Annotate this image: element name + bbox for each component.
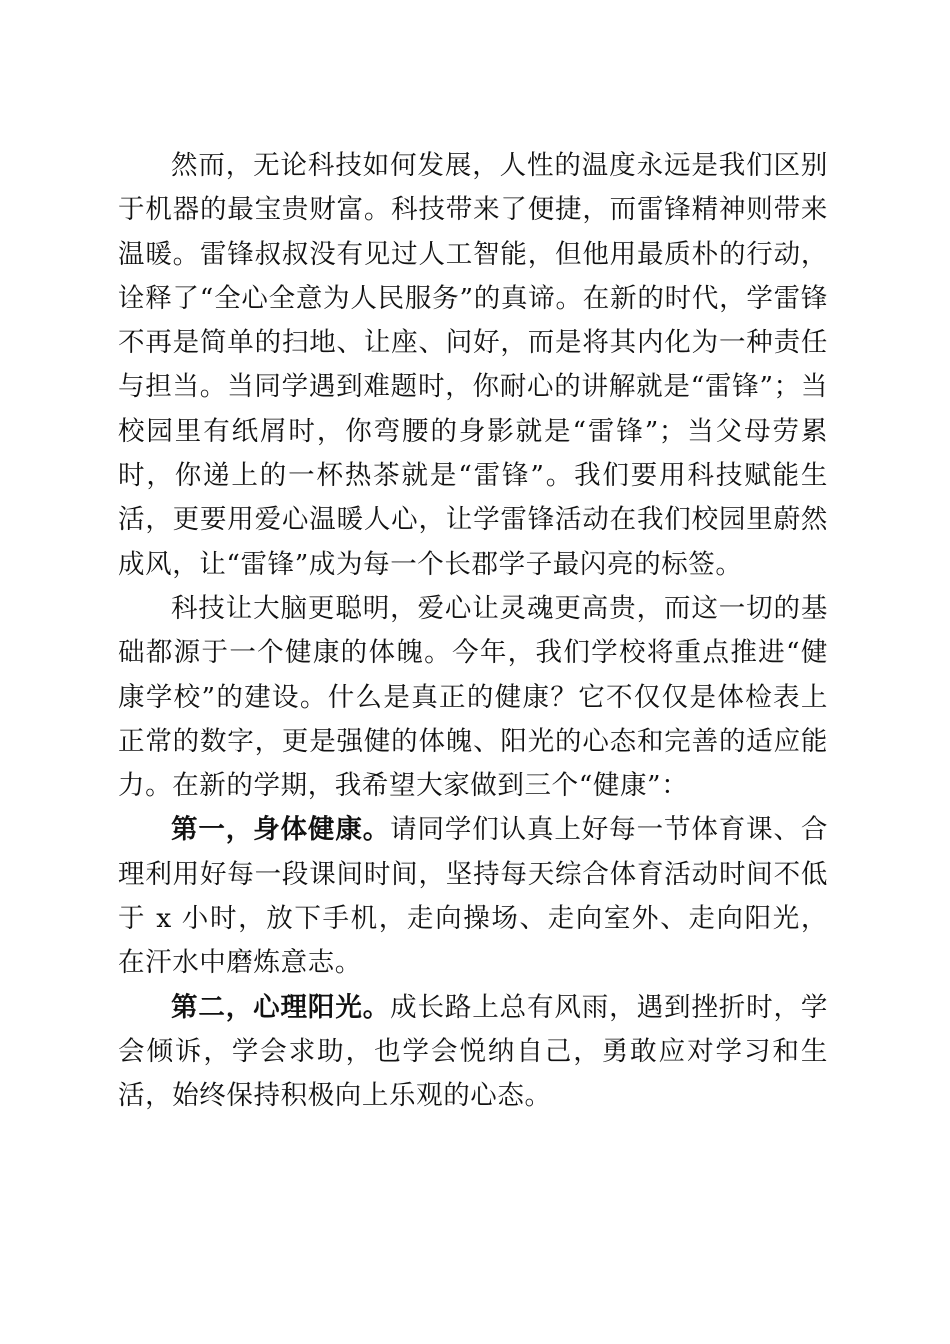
paragraph-text: 请同学们认真上好每一节体育课、合理利用好每一段课间时间，坚持每天综合体育活动时间不低于 x 小时，放下手机，走向操场、走向室外、走向阳光，在汗水中磨炼意志。 xyxy=(118,814,828,979)
paragraph-physical-health xyxy=(118,808,828,985)
paragraph-text: 成长路上总有风雨，遇到挫折时，学会倾诉，学会求助，也学会悦纳自己，勇敢应对学习和生活，始终保持积极向上乐观的心态。 xyxy=(118,991,828,1112)
paragraph-text: 科技让大脑更聪明，爱心让灵魂更高贵，而这一切的基础都源于一个健康的体魄。今年，我们学校将重点推进“健康学校”的建设。什么是真正的健康？它不仅仅是体检表上正常的数字，更是强健的体魄、阳光的心态和完善的适应能力。在新的学期，我希望大家做到三个“健康”： xyxy=(118,592,828,802)
paragraph-lead: 第二，心理阳光。 xyxy=(171,991,391,1023)
paragraph-mental-health xyxy=(118,986,828,1119)
paragraph-humanity xyxy=(118,144,828,587)
paragraph-health-intro xyxy=(118,587,828,808)
paragraph-lead: 第一，身体健康。 xyxy=(171,814,391,846)
document-body xyxy=(118,144,828,1119)
paragraph-text: 然而，无论科技如何发展，人性的温度永远是我们区别于机器的最宝贵财富。科技带来了便捷，而雷锋精神则带来温暖。雷锋叔叔没有见过人工智能，但他用最质朴的行动，诠释了“全心全意为人民服务”的真谛。在新的时代，学雷锋不再是简单的扫地、让座、问好，而是将其内化为一种责任与担当。当同学遇到难题时，你耐心的讲解就是“雷锋”；当校园里有纸屑时，你弯腰的身影就是“雷锋”；当父母劳累时，你递上的一杯热茶就是“雷锋”。我们要用科技赋能生活，更要用爱心温暖人心，让学雷锋活动在我们校园里蔚然成风，让“雷锋”成为每一个长郡学子最闪亮的标签。 xyxy=(118,150,828,580)
